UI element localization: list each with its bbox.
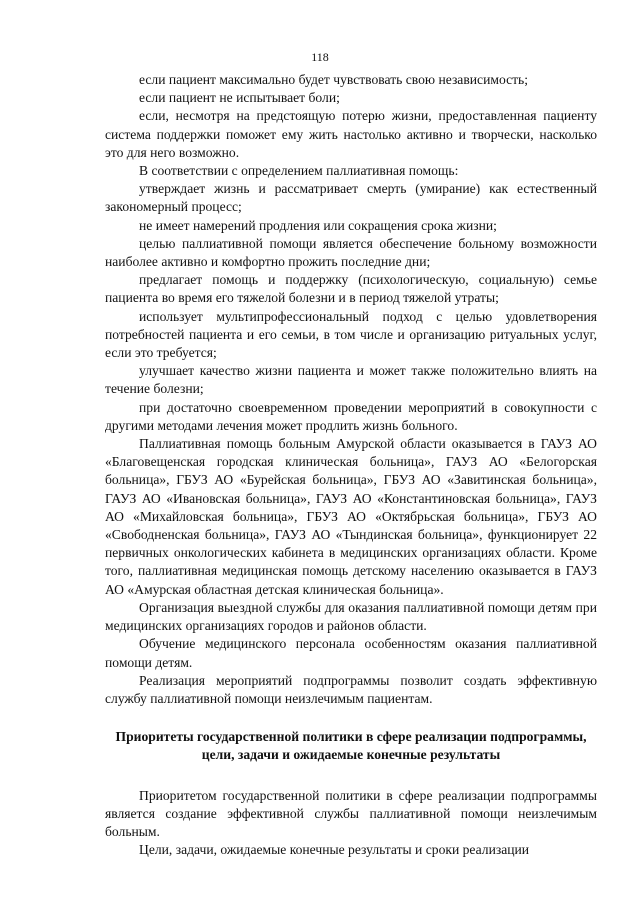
page-number: 118 xyxy=(311,50,329,64)
paragraph: Паллиативная помощь больным Амурской области оказывается в ГАУЗ АО «Благовещенская городская клиническая больница», ГАУЗ АО «Белогорская больница», ГБУЗ АО «Бурейская больница», ГБУЗ АО «Завитинская больница», ГАУЗ АО «Ивановская больница», ГАУЗ АО «Константиновская больница», ГАУЗ АО «Михайловская больница», ГБУЗ АО «Октябрьская больница», ГБУЗ АО «Свободненская больница», ГАУЗ АО «Тындинская больница», функционирует 22 первичных онкологических кабинета в медицинских организациях области. Кроме того, паллиативная медицинская помощь детскому населению оказывается в ГАУЗ АО «Амурская областная детская клиническая больница». xyxy=(105,436,597,597)
paragraph: использует мультипрофессиональный подход с целью удовлетворения потребностей пациента и его семьи, в том числе и организацию ритуальных услуг, если это требуется; xyxy=(105,308,597,361)
paragraph: если, несмотря на предстоящую потерю жизни, предоставленная пациенту система поддержки поможет ему жить настолько активно и творчески, насколько это для него возможно. xyxy=(105,108,597,160)
paragraph: при достаточно своевременном проведении мероприятий в совокупности с другими методами лечения может продлить жизнь больного. xyxy=(105,399,597,433)
paragraph: предлагает помощь и поддержку (психологическую, социальную) семье пациента во время его тяжелой болезни и в период тяжелой утраты; xyxy=(105,272,597,306)
section-heading: Приоритеты государственной политики в сфере реализации подпрограммы, цели, задачи и ожидаемые конечные результаты xyxy=(115,729,587,763)
document-body xyxy=(105,71,597,859)
paragraph: не имеет намерений продления или сокращения срока жизни; xyxy=(139,217,497,233)
paragraph: если пациент не испытывает боли; xyxy=(139,90,340,106)
paragraph: целью паллиативной помощи является обеспечение больному возможности наиболее активно и комфортно прожить последние дни; xyxy=(105,235,597,270)
paragraph: утверждает жизнь и рассматривает смерть (умирание) как естественный закономерный процесс; xyxy=(105,181,597,215)
paragraph: Приоритетом государственной политики в сфере реализации подпрограммы является создание эффективной службы паллиативной помощи неизлечимым больным. xyxy=(105,787,597,839)
paragraph: улучшает качество жизни пациента и может также положительно влиять на течение болезни; xyxy=(105,363,597,397)
paragraph: В соответствии с определением паллиативная помощь: xyxy=(139,163,459,179)
paragraph: если пациент максимально будет чувствовать свою независимость; xyxy=(139,72,529,87)
paragraph: Обучение медицинского персонала особенностям оказания паллиативной помощи детям. xyxy=(105,636,597,670)
paragraph: Реализация мероприятий подпрограммы позволит создать эффективную службу паллиативной помощи неизлечимым пациентам. xyxy=(105,672,597,706)
paragraph: Цели, задачи, ожидаемые конечные результаты и сроки реализации xyxy=(139,842,530,858)
paragraph: Организация выездной службы для оказания паллиативной помощи детям при медицинских организациях городов и районов области. xyxy=(105,599,597,634)
